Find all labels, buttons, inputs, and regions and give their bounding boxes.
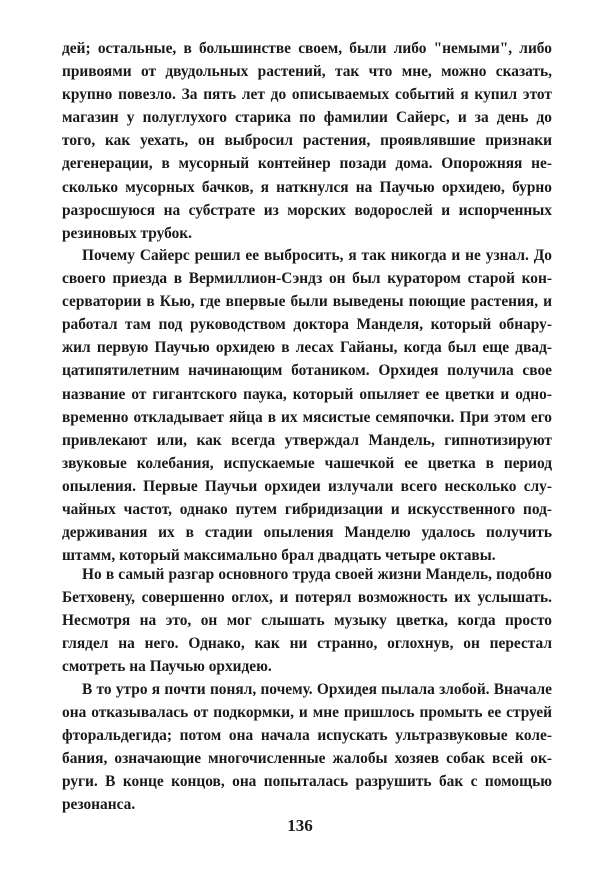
text-line: того, как уехать, он выбросил растения, проявлявшие признаки	[62, 132, 552, 150]
text-line: Почему Сайерс решил ее выбросить, я так никогда и не узнал. До	[82, 247, 552, 264]
text-line: опыления. Первые Паучьи орхидеи излучали всего несколько слу-	[62, 477, 552, 495]
text-line: руги. В конце концов, она попыталась разрушить бак с помощью	[62, 773, 552, 791]
text-line: она отказывалась от подкормки, и мне пришлось промыть ее струей	[62, 704, 552, 722]
paragraph-3	[62, 563, 552, 678]
page-number: 136	[287, 816, 313, 835]
text-line: В то утро я почти понял, почему. Орхидея пылала злобой. Вначале	[82, 681, 552, 698]
text-line: штамм, который максимально брал двадцать четыре октавы.	[62, 547, 496, 565]
text-line: сколько мусорных бачков, я наткнулся на Паучью орхидею, бурно	[62, 178, 552, 196]
text-line: Бетховену, совершенно оглох, и потерял возможность их услышать.	[62, 589, 552, 607]
paragraph-4	[62, 678, 552, 817]
paragraph-1	[62, 37, 552, 245]
text-line: цатипятилетним начинающим ботаником. Орхидея получила свое	[62, 362, 552, 380]
text-line: фторальдегида; потом она начала испускать ультразвуковые коле-	[62, 727, 552, 745]
text-line: резонанса.	[62, 796, 136, 814]
text-line: чайных частот, однако путем гибридизации и искусственного под-	[62, 501, 552, 519]
text-line: дей; остальные, в большинстве своем, были либо "немыми", либо	[62, 40, 552, 57]
text-line: бания, означающие многочисленные жалобы хозяев собак всей ок-	[62, 750, 552, 768]
text-line: крупно повезло. За пять лет до описываемых событий я купил этот	[62, 86, 552, 104]
text-line: резиновых трубок.	[62, 224, 192, 242]
text-line: привоями от двудольных растений, так что мне, можно сказать,	[62, 63, 552, 81]
text-line: магазин у полуглухого старика по фамилии Сайерс, и за день до	[62, 109, 552, 127]
text-line: работал там под руководством доктора Манделя, который обнару-	[62, 316, 552, 334]
text-line: держивания их в стадии опыления Манделю удалось получить	[62, 524, 552, 542]
paragraph-2	[62, 244, 552, 567]
text-line: звуковые колебания, испускаемые чашечкой ее цветка в период	[62, 454, 552, 472]
text-line: жил первую Паучью орхидею в лесах Гайаны, когда был еще двад-	[62, 339, 552, 357]
text-line: Но в самый разгар основного труда своей жизни Мандель, подобно	[82, 566, 552, 583]
text-line: своего приезда в Вермиллион-Сэндз он был куратором старой кон-	[62, 270, 552, 288]
text-line: смотреть на Паучью орхидею.	[62, 658, 272, 676]
text-line: Несмотря на это, он мог слышать музыку цветка, когда просто	[62, 612, 552, 630]
text-line: название от гигантского паука, который опыляет ее цветки и одно-	[62, 385, 552, 403]
text-line: серватории в Кью, где впервые были выведены поющие растения, и	[62, 293, 552, 311]
text-line: временно откладывает яйца в их мясистые семяпочки. При этом его	[62, 408, 552, 426]
text-line: глядел на него. Однако, как ни странно, оглохнув, он перестал	[62, 635, 552, 653]
text-line: разросшуюся на субстрате из морских водорослей и испорченных	[62, 201, 552, 219]
text-line: дегенерации, в мусорный контейнер позади дома. Опорожняя не-	[62, 155, 552, 173]
text-line: привлекают или, как всегда утверждал Мандель, гипнотизируют	[62, 431, 552, 449]
